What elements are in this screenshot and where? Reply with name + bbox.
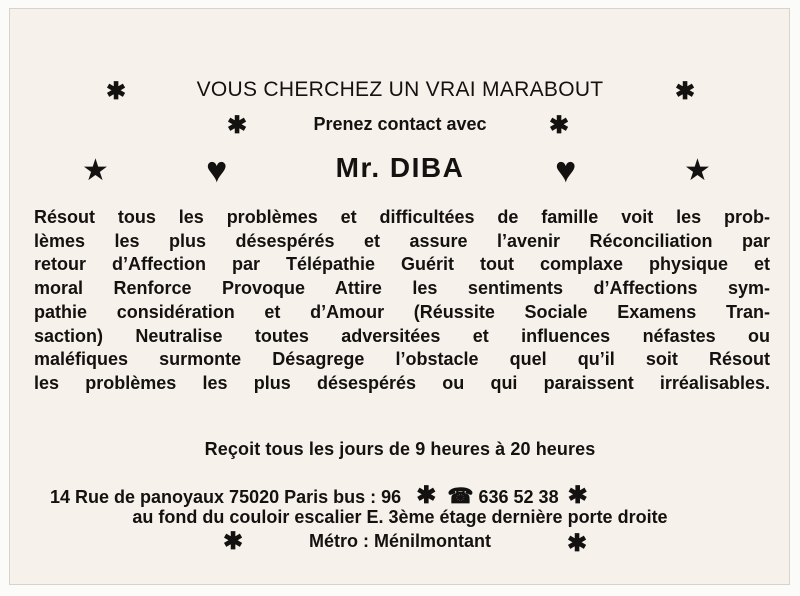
asterisk-ornament-icon: ✱ — [567, 482, 588, 509]
description-line: saction) Neutralise toutes adversitées et influences néfastes ou — [34, 325, 770, 346]
services-description — [34, 206, 770, 396]
address-line — [50, 481, 588, 510]
description-line: Résout tous les problèmes et difficultées de famille voit les prob- — [34, 207, 770, 227]
street-address: 14 Rue de panoyaux 75020 Paris bus : 96 — [50, 487, 402, 507]
description-line: pathie considération et d’Amour (Réussite Sociale Examens Tran- — [34, 301, 770, 322]
description-line: retour d’Affection par Télépathie Guérit tout complaxe physique et — [34, 254, 770, 275]
phone-number: 636 52 38 — [478, 487, 559, 507]
heart-icon: ♥ — [555, 149, 577, 190]
metro-station: Métro : Ménilmontant — [309, 531, 491, 551]
asterisk-ornament-icon: ✱ — [567, 530, 588, 557]
marabout-name: Mr. DIBA — [335, 152, 465, 183]
asterisk-ornament-icon: ✱ — [227, 112, 248, 139]
heart-icon: ♥ — [206, 149, 228, 190]
asterisk-ornament-icon: ✱ — [223, 528, 244, 555]
phone-icon: ☎ — [447, 485, 474, 508]
asterisk-ornament-icon: ✱ — [675, 78, 696, 105]
headline: VOUS CHERCHEZ UN VRAI MARABOUT — [196, 78, 604, 101]
contact-line: Prenez contact avec — [313, 114, 487, 134]
asterisk-ornament-icon: ✱ — [106, 78, 127, 105]
description-line: lèmes les plus désespérés et assure l’avenir Réconciliation par — [34, 230, 770, 251]
asterisk-ornament-icon: ✱ — [549, 112, 570, 139]
description-line: les problèmes les plus désespérés ou qui paraissent irréalisables. — [34, 372, 770, 393]
opening-hours: Reçoit tous les jours de 9 heures à 20 heures — [204, 439, 596, 459]
directions: au fond du couloir escalier E. 3ème étage dernière porte droite — [132, 507, 668, 527]
star-icon: ★ — [684, 154, 711, 187]
description-line: moral Renforce Provoque Attire les sentiments d’Affections sym- — [34, 278, 770, 299]
asterisk-ornament-icon: ✱ — [416, 482, 437, 509]
star-icon: ★ — [82, 154, 109, 187]
description-line: maléfiques surmonte Désagrege l’obstacle quel qu’il soit Résout — [34, 349, 770, 370]
